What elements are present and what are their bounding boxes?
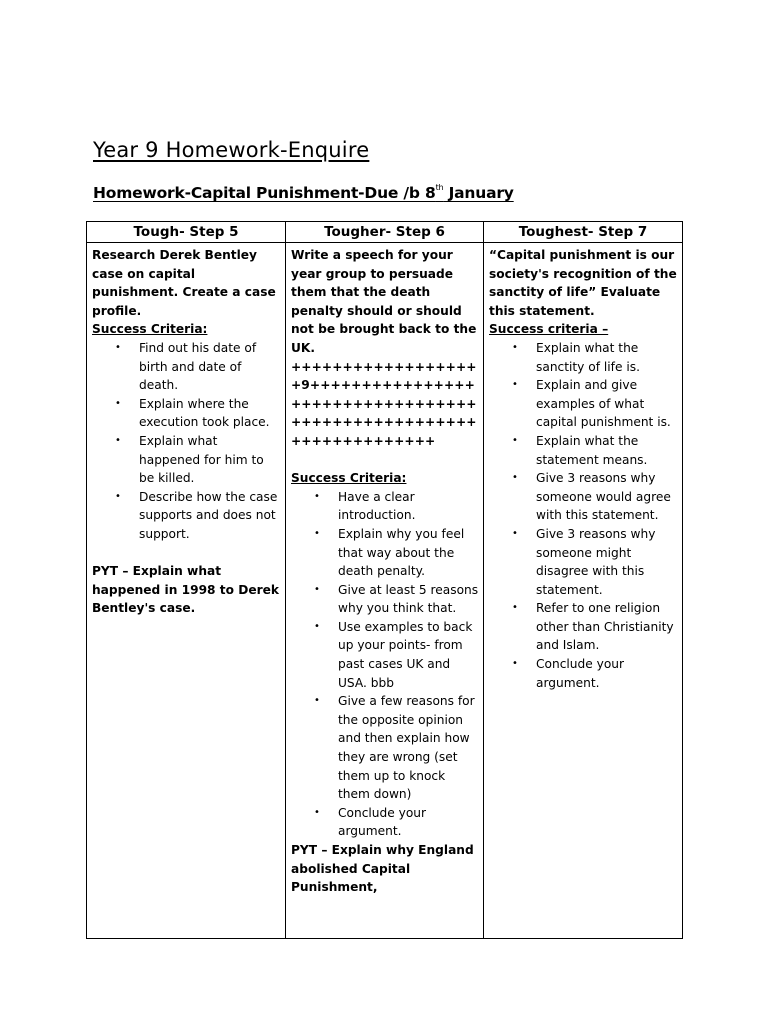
plus-text: +++++++++++++++++++9++++++++++++++++++++++++++++++++++++++++++++++++++++++++++++++++++ — [291, 359, 477, 448]
content-row — [87, 243, 683, 939]
subtitle-month: January — [443, 184, 514, 202]
cell-tough — [87, 243, 286, 939]
criteria-item: • Explain and give examples of what capital punishment is. — [536, 376, 678, 432]
task-text: “Capital punishment is our society's recognition of the sanctity of life” Evaluate this statement. — [489, 248, 677, 318]
header-row — [87, 222, 683, 243]
cell-tougher — [286, 243, 484, 939]
cell-toughest — [484, 243, 683, 939]
criteria-title: Success Criteria: — [92, 322, 208, 337]
criteria-item: • Give 3 reasons why someone might disagree with this statement. — [536, 525, 678, 599]
header-tougher: Tougher- Step 6 — [286, 222, 484, 243]
subtitle-main: Homework-Capital Punishment-Due /b 8 — [93, 184, 436, 202]
page-subtitle — [93, 183, 514, 202]
criteria-item: • Explain what happened for him to be killed. — [139, 432, 281, 488]
criteria-item: • Use examples to back up your points- from past cases UK and USA. bbb — [338, 618, 479, 692]
task-text: Research Derek Bentley case on capital punishment. Create a case profile. — [92, 248, 276, 318]
criteria-item: • Explain where the execution took place. — [139, 395, 281, 432]
subtitle-ordinal: th — [435, 183, 444, 192]
pyt-text: PYT – Explain why England abolished Capital Punishment, — [291, 843, 474, 895]
criteria-item: • Conclude your argument. — [536, 655, 678, 692]
criteria-item: • Explain what the statement means. — [536, 432, 678, 469]
header-toughest: Toughest- Step 7 — [484, 222, 683, 243]
task-text: Write a speech for your year group to persuade them that the death penalty should or should not be brought back to the UK. — [291, 248, 477, 355]
criteria-item: • Give 3 reasons why someone would agree with this statement. — [536, 469, 678, 525]
criteria-item: • Conclude your argument. — [338, 804, 479, 841]
criteria-list — [489, 339, 678, 692]
criteria-item: • Give at least 5 reasons why you think that. — [338, 581, 479, 618]
criteria-list — [291, 488, 479, 841]
criteria-item: • Explain why you feel that way about the death penalty. — [338, 525, 479, 581]
criteria-title: Success criteria – — [489, 322, 609, 337]
criteria-list — [92, 339, 281, 544]
criteria-item: • Give a few reasons for the opposite opinion and then explain how they are wrong (set them up to knock them down) — [338, 692, 479, 804]
criteria-item: • Describe how the case supports and does not support. — [139, 488, 281, 544]
criteria-item: • Explain what the sanctity of life is. — [536, 339, 678, 376]
criteria-item: • Have a clear introduction. — [338, 488, 479, 525]
pyt-text: PYT – Explain what happened in 1998 to Derek Bentley's case. — [92, 564, 279, 616]
homework-table — [86, 221, 683, 939]
header-tough: Tough- Step 5 — [87, 222, 286, 243]
page-title: Year 9 Homework-Enquire — [93, 138, 370, 162]
criteria-item: • Find out his date of birth and date of death. — [139, 339, 281, 395]
criteria-title: Success Criteria: — [291, 471, 407, 486]
criteria-item: • Refer to one religion other than Christianity and Islam. — [536, 599, 678, 655]
